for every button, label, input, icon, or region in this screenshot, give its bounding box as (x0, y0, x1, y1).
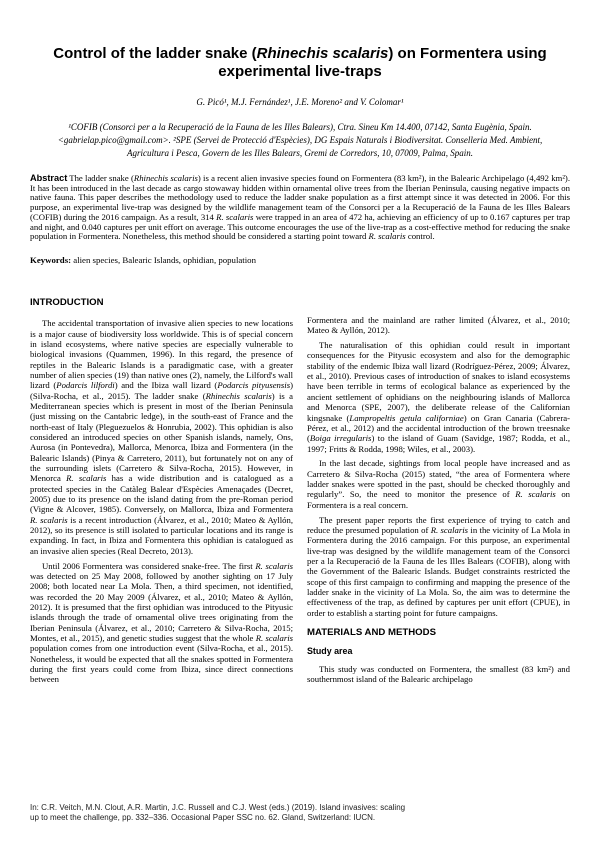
left-column (30, 298, 293, 689)
citation-footer (30, 803, 405, 823)
page-content (0, 45, 600, 689)
section-heading-methods: MATERIALS AND METHODS (307, 627, 436, 639)
intro-paragraph: Formentera and the mainland are rather limited (Álvarez, et al., 2010; Mateo & Ayllón, 2012). (307, 314, 570, 336)
keywords-label: Keywords: (30, 254, 72, 265)
citation-footer-line1: In: C.R. Veitch, M.N. Clout, A.R. Martin, J.C. Russell and C.J. West (eds.) (2019). Island invasives: scaling (30, 803, 406, 812)
intro-paragraph: The accidental transportation of invasive alien species to new locations is a major cause of biodiversity loss worldwide. This is of special concern in island ecosystems, where native species are especially vulnerable to biological invasions (Quammen, 1996). In this regard, the presence of reptiles in the Balearic Islands is a paradigmatic case, with a greater number of alien species (19) than native ones (2), namely, the Lilford's wall lizard (Podarcis lilfordi) and the Ibiza wall lizard (Podarcis pityusensis) (Silva-Rocha, et al., 2015). The ladder snake (Rhinechis scalaris) is a Mediterranean species which is present in most of the Iberian Peninsula (just missing on the Cantabric ledge), in the south-east of France and the north-east of Italy (Pleguezuelos & Honrubia, 2002). This ophidian is also considered an introduced species on other Spanish islands, namely, Ons, Aurosa (in Pontevedra), Mallorca, Menorca, Ibiza and Formentera (in the Balearic Islands) (Pinya & Carretero, 2011), but fortunately not on any of the surrounding islets (Carretero & Silva-Rocha, 2015). However, in Menorca R. scalaris has a wide distribution and is catalogued as a protected species in the Catàleg Balear d'Espècies Amenaçades (Decret, 2005) due to its presence on the island dating from the pre-Roman period (Vigne & Alcover, 1985). Conversely, on Mallorca, Ibiza and Formentera R. scalaris is a recent introduction (Álvarez, et al., 2010; Mateo & Ayllón, 2012), so its presence is still isolated to particular locations and its range is expanding. In fact, in Ibiza and Formentera this ophidian is catalogued as an invasive alien species (Real Decreto, 2013). (30, 318, 294, 556)
paper-title: Control of the ladder snake (Rhinechis scalaris) on Formentera using experimental live-traps (53, 45, 547, 80)
right-column (307, 298, 570, 689)
abstract-text: The ladder snake (Rhinechis scalaris) is a recent alien invasive species found on Formentera (83 km²), in the Balearic Archipelago (4,492 km²). It has been introduced in the last decade as cargo stowaway hidden within ornamental olive trees from the Iberian Peninsula, causing negative impacts on native fauna. This paper describes the methodology used to reduce the ladder snake population as a first attempt since it was detected in 2006. For this purpose, an experimental live-trap was designed by the wildlife management team of the Consorci per a la Recuperació de la Fauna de les Illes Balears (COFIB) during the 2016 campaign. As a result, 314 R. scalaris were trapped in an area of 472 ha, achieving an efficiency of up to 0.167 captures per trap and night, and 0.040 captures per unit effort on average. This outcome encourages the use of the live-trap as a cost-effective method for reducing the snake population in Formentera. Nonetheless, this method should be considered a starting point toward R. scalaris control. (30, 173, 570, 242)
subsection-heading-study-area: Study area (307, 646, 353, 657)
two-column-body (30, 298, 570, 689)
authors-line: G. Picó¹, M.J. Fernández¹, J.E. Moreno² and V. Colomar¹ (196, 97, 404, 107)
intro-paragraph: The naturalisation of this ophidian could result in important consequences for the Pityusic ecosystem and also for the demographic stability of the endemic Ibiza wall lizard (Rodríguez-Pérez, 2009; Álvarez, et al., 2010). Previous cases of introduction of snakes to island ecosystems have been terrible in terms of ecological balance as experienced by the ancient settlement of ophidians on the neighbouring islands of Mallorca and Menorca (SPE, 2007), the deliberate release of the Californian kingsnake (Lampropeltis getula californiae) on Gran Canaria (Cabrera-Pérez, et al., 2012) and the accidental introduction of the brown treesnake (Boiga irregularis) to the island of Guam (Savidge, 1987; Rodda, et al., 1997; Fritts & Rodda, 1998; Wiles, et al., 2003). (307, 340, 570, 454)
intro-paragraph: In the last decade, sightings from local people have increased and as Carretero & Silva-Rocha (2015) stated, “the area of Formentera where ladder snakes were spotted in the past, should be checked thoroughly and regularly”. So, the need to monitor the presence of R. scalaris on Formentera is a real concern. (307, 458, 571, 510)
methods-paragraph: This study was conducted on Formentera, the smallest (83 km²) and southernmost island of the Balearic archipelago (307, 663, 570, 685)
keywords-line (30, 255, 570, 265)
citation-footer-line2: up to meet the challenge, pp. 332–336. Occasional Paper SSC no. 62. Gland, Switzerland: IUCN. (30, 813, 376, 822)
affiliations: ¹COFIB (Consorci per a la Recuperació de la Fauna de les Illes Balears), Ctra. Sineu Km 14.400, 07142, Santa Eugènia, Spain. <gabrielap.pico@gmail.com>. ²SPE (Servei de Protecció d'Espècies), DG Espais Naturals i Biodiversitat. Conselleria Med. Ambient, Agricultura i Pesca, Govern de les Illes Balears, Gremi de Corredors, 10, 07009, Palma, Spain. (57, 122, 543, 158)
keywords-text: alien species, Balearic Islands, ophidian, population (73, 254, 256, 265)
intro-paragraph: Until 2006 Formentera was considered snake-free. The first R. scalaris was detected on 25 May 2008, followed by another sighting on 17 July 2008; both located near La Mola. Then, a third specimen, not identified, was recorded the 20 May 2009 (Álvarez, et al., 2010; Mateo & Ayllón, 2012). It is presumed that the first ophidian was introduced to the Pityusic islands through the trade of ornamental olive trees originating from the Iberian Peninsula (Álvarez, et al., 2010; Carretero & Silva-Rocha, 2015; Montes, et al., 2015), and genetic studies suggest that the whole R. scalaris population comes from one introduction event (Silva-Rocha, et al., 2015). Nonetheless, it would be expected that all the snakes spotted in Formentera during the first years could come from Ibiza, since direct connections between (30, 560, 293, 685)
section-heading-introduction: INTRODUCTION (30, 296, 104, 308)
intro-paragraph: The present paper reports the first experience of trying to catch and reduce the presumed population of R. scalaris in the vicinity of La Mola in Formentera during the 2016 campaign. For this purpose, an experimental live-trap was designed by the wildlife management team of the Consorci per a la Recuperació de la Fauna de les Illes Balears (COFIB), along with the Government of the Balearic Islands. Budget constraints restricted the scope of this first campaign to confirming and mapping the presence of the ladder snake in the vicinity of La Mola. So, the aim was to determine the effectiveness of the trap, as defined by captures per unit effort (CPUE), in order to establish a starting point for future campaigns. (307, 514, 570, 618)
abstract-label: Abstract (30, 173, 68, 183)
abstract-paragraph (30, 174, 570, 242)
